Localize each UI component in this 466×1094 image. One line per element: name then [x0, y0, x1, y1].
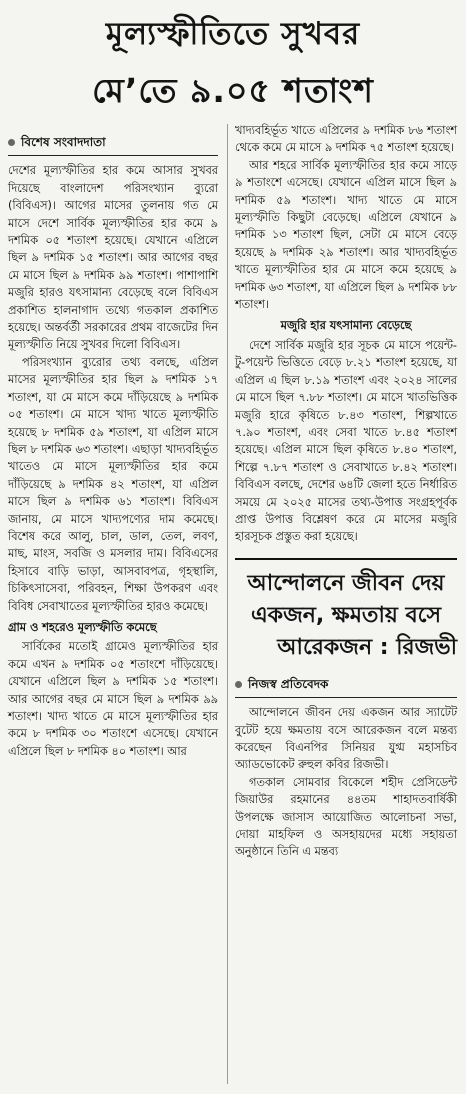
byline: [8, 134, 218, 156]
byline: [235, 676, 457, 698]
headline-line-2: মে’তে ৯.০৫ শতাংশ: [92, 71, 374, 110]
headline-line-1: মূল্যস্ফীতিতে সুখবর: [105, 16, 361, 52]
article-paragraph: আন্দোলনে জীবন দেয় একজন আর স্যাটেট বুটেট হয়ে ক্ষমতায় বসে আরেকজন বলে মন্তব্য করেছেন বিএনপির সিনিয়র যুগ্ম মহাসচিব অ্যাডভোকেট রুহুল কবির রিজভী।: [235, 706, 457, 772]
article2-headline-line-1: আন্দোলনে জীবন দেয়: [247, 570, 445, 596]
column-divider: [227, 124, 228, 1084]
second-article: [235, 558, 457, 861]
subheading: গ্রাম ও শহরেও মূল্যস্ফীতি কমেছে: [8, 620, 157, 634]
article2-headline-line-2: একজন, ক্ষমতায় বসে: [250, 602, 442, 628]
article-paragraph: খাদ্যবহির্ভূত খাতে এপ্রিলের ৯ দশমিক ৮৬ শতাংশ থেকে কমে মে মাসে ৯ দশমিক ৭৫ শতাংশ হয়েছে।: [235, 124, 457, 155]
article-left-column: [8, 122, 218, 760]
article-paragraph: পরিসংখ্যান ব্যুরোর তথ্য বলছে, এপ্রিল মাসের মূল্যস্ফীতির হার ছিল ৯ দশমিক ১৭ শতাংশ, যা মে মাসে কমে দাঁড়িয়েছে ৯ দশমিক ০৫ শতাংশ। মে মাসে খাদ্য খাতে মূল্যস্ফীতি হয়েছে ৮ দশমিক ৫৯ শতাংশ, যা এপ্রিল মাসে ছিল ৮ দশমিক ৬৩ শতাংশ। এছাড়া খাদ্যবহির্ভূত খাতেও মে মাসে মূল্যস্ফীতির হার কমে দাঁড়িয়েছে ৯ দশমিক ৪২ শতাংশ, যা এপ্রিল মাসে ছিল ৯ দশমিক ৬১ শতাংশ। বিবিএস জানায়, মে মাসে খাদ্যপণ্যের দাম কমেছে। বিশেষ করে আলু, চাল, ডাল, তেল, লবণ, মাছ, মাংস, সবজি ও মসলার দাম। বিবিএসের হিসাবে বাড়ি ভাড়া, আসবাবপত্র, গৃহস্থালি, চিকিৎসাসেবা, পরিবহন, শিক্ষা উপকরণ এবং বিবিধ সেবাখাতের মূল্যস্ফীতির হারও কমেছে।: [8, 355, 218, 613]
article-paragraph: সার্বিকের মতোই গ্রামেও মূল্যস্ফীতির হার কমে এখন ৯ দশমিক ০৫ শতাংশে দাঁড়িয়েছে। যেখানে এপ্রিলে ছিল ৯ দশমিক ১৫ শতাংশ। আর আগের বছর মে মাসে ছিল ৯ দশমিক ৯৯ শতাংশ। খাদ্য খাতে মে মাসে মূল্যস্ফীতির হার কমে ৮ দশমিক ৩০ শতাংশে এসেছে। যেখানে এপ্রিলে ছিল ৮ দশমিক ৪০ শতাংশ। আর: [8, 640, 218, 758]
article-paragraph: আর শহরে সার্বিক মূল্যস্ফীতির হার কমে সাড়ে ৯ শতাংশে এসেছে। যেখানে এপ্রিল মাসে ছিল ৯ দশমিক ৫৯ শতাংশ। খাদ্য খাতে মে মাসে মূল্যস্ফীতি কিছুটা বেড়েছে। এপ্রিলে যেখানে ৯ দশমিক ১৩ শতাংশ ছিল, সেটা মে মাসে বেড়ে হয়েছে ৯ দশমিক ২৯ শতাংশ। আর খাদ্যবহির্ভূত খাতে মূল্যস্ফীতির হার মে মাসে কমে হয়েছে ৯ দশমিক ৬৩ শতাংশ, যা এপ্রিলে ছিল ৯ দশমিক ৮৮ শতাংশ।: [235, 158, 457, 312]
byline-text: নিজস্ব প্রতিবেদক: [248, 676, 329, 691]
article2-headline-line-3: আরেকজন : রিজভী: [277, 634, 457, 660]
bullet-icon: [235, 681, 242, 688]
article-right-column: [235, 122, 457, 861]
subheading: মজুরি হার যৎসামান্য বেড়েছে: [280, 319, 412, 333]
article-paragraph: দেশে সার্বিক মজুরি হার সূচক মে মাসে পয়েন্ট-টু-পয়েন্ট ভিত্তিতে বেড়ে ৮.২১ শতাংশ হয়েছে, যা এপ্রিল এ ছিল ৮.১৯ শতাংশ এবং ২০২৪ সালের মে মাসে ছিল ৭.৮৮ শতাংশ। মে মাসে খাতভিত্তিক মজুরি হারে কৃষিতে ৮.৪৩ শতাংশ, শিল্পখাতে ৭.৯০ শতাংশ, এবং সেবা খাতে ৮.৪৫ শতাংশ হয়েছে। এপ্রিল মাসে ছিল কৃষিতে ৮.৪০ শতাংশ, শিল্পে ৭.৮৭ শতাংশ ও সেবাখাতে ৮.৪২ শতাংশ। বিবিএস বলছে, দেশের ৬৪টি জেলা হতে নির্ধারিত সময়ে মে ২০২৫ মাসের তথ্য-উপাত্ত সংগ্রহপূর্বক প্রাপ্ত উপাত্ত বিশ্লেষণ করে মে মাসের মজুরি হারসূচক প্রস্তুত করা হয়েছে।: [235, 338, 457, 544]
bullet-icon: [8, 139, 15, 146]
article-paragraph: গতকাল সোমবার বিকেলে শহীদ প্রেসিডেন্ট জিয়াউর রহমানের ৪৪তম শাহাদতবার্ষিকী উপলক্ষে জাসাস আয়োজিত আলোচনা সভা, দোয়া মাহফিল ও অসহায়দের মধ্যে সহায়তা অনুষ্ঠানে তিনি এ মন্তব্য: [235, 775, 457, 859]
article-paragraph: দেশের মূল্যস্ফীতির হার কমে আসার সুখবর দিয়েছে বাংলাদেশ পরিসংখ্যান ব্যুরো (বিবিএস)। আগের মাসের তুলনায় গত মে মাসে দেশে সার্বিক মূল্যস্ফীতির হার কমে ৯ দশমিক ০৫ শতাংশ হয়েছে। যেখানে এপ্রিলে ছিল ৯ দশমিক ১৫ শতাংশ। আর আগের বছর মে মাসে ছিল ৯ দশমিক ৯৯ শতাংশ। পাশাপাশি মজুরি হারও যৎসামান্য বেড়েছে বলে বিবিএস প্রকাশিত হালনাগাদ তথ্যে গতকাল প্রকাশিত হয়েছে। অন্তর্বর্তী সরকারের প্রথম বাজেটের দিন মূল্যস্ফীতি নিয়ে সুখবর দিলো বিবিএস।: [8, 164, 218, 352]
byline-text: বিশেষ সংবাদদাতা: [21, 135, 106, 149]
